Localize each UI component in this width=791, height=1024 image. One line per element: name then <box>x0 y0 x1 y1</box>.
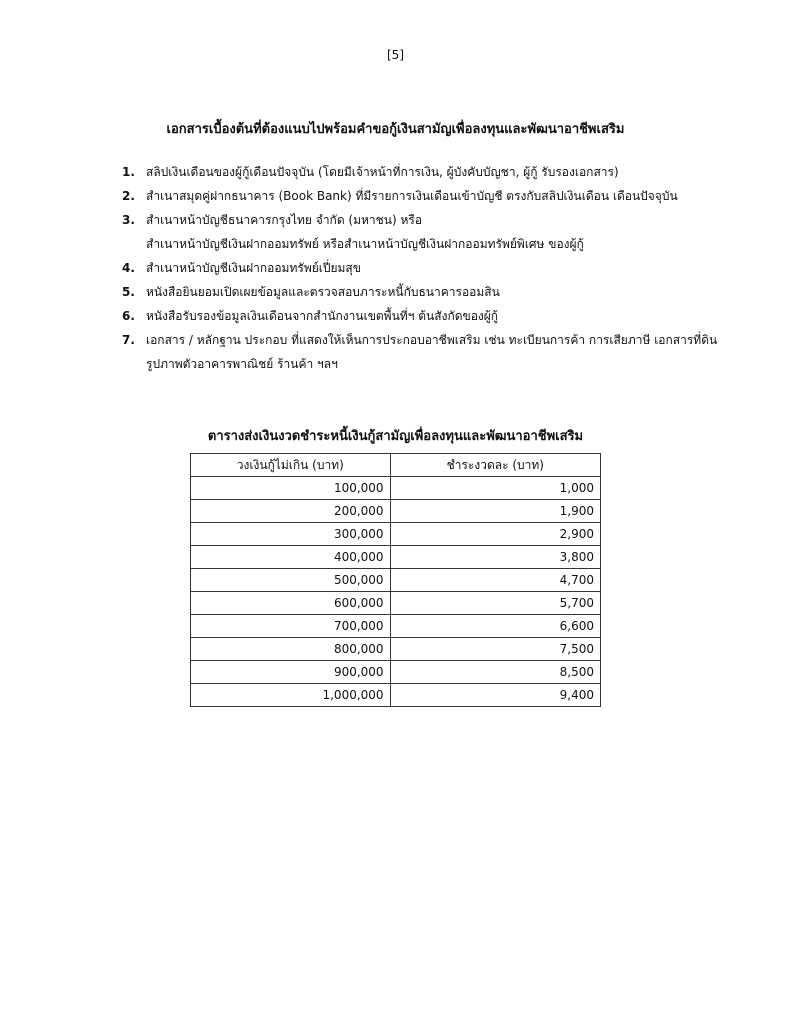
document-number: 7. <box>122 333 135 347</box>
installment-cell: 1,000 <box>390 477 600 500</box>
table-row <box>191 546 601 569</box>
document-line: หนังสือยินยอมเปิดเผยข้อมูลและตรวจสอบภาระหนี้กับธนาคารออมสิน <box>146 285 500 299</box>
document-line: สำเนาสมุดคู่ฝากธนาคาร (Book Bank) ที่มีรายการเงินเดือนเข้าบัญชี ตรงกับสลิปเงินเดือน เดือนปัจจุบัน <box>146 189 678 203</box>
page-number: [5] <box>387 48 404 62</box>
document-item <box>122 280 762 304</box>
document-number: 1. <box>122 165 135 179</box>
table-row <box>191 477 601 500</box>
table-title: ตารางส่งเงินงวดชำระหนี้เงินกู้สามัญเพื่อลงทุนและพัฒนาอาชีพเสริม <box>207 429 584 444</box>
header-installment: ชำระงวดละ (บาท) <box>390 454 600 477</box>
loan-limit-cell: 200,000 <box>191 500 391 523</box>
document-item <box>122 328 762 376</box>
document-text <box>146 160 762 184</box>
installment-cell: 8,500 <box>390 661 600 684</box>
document-number: 5. <box>122 285 135 299</box>
table-row <box>191 684 601 707</box>
table-row <box>191 569 601 592</box>
loan-limit-cell: 900,000 <box>191 661 391 684</box>
document-number: 6. <box>122 309 135 323</box>
document-line: สำเนาหน้าบัญชีเงินฝากออมทรัพย์ หรือสำเนาหน้าบัญชีเงินฝากออมทรัพย์พิเศษ ของผู้กู้ <box>146 237 584 251</box>
installment-cell: 2,900 <box>390 523 600 546</box>
document-line: หนังสือรับรองข้อมูลเงินเดือนจากสำนักงานเขตพื้นที่ฯ ต้นสังกัดของผู้กู้ <box>146 309 499 323</box>
document-text <box>146 280 762 304</box>
loan-limit-cell: 400,000 <box>191 546 391 569</box>
loan-limit-cell: 300,000 <box>191 523 391 546</box>
document-text <box>146 184 762 208</box>
document-line: สำเนาหน้าบัญชีเงินฝากออมทรัพย์เปี่ยมสุข <box>146 261 361 275</box>
loan-limit-cell: 600,000 <box>191 592 391 615</box>
table-row <box>191 523 601 546</box>
documents-list <box>122 160 762 376</box>
repayment-table <box>190 453 601 707</box>
document-line: สลิปเงินเดือนของผู้กู้เดือนปัจจุบัน (โดยมีเจ้าหน้าที่การเงิน, ผู้บังคับบัญชา, ผู้กู้ รับรองเอกสาร) <box>146 165 619 179</box>
installment-cell: 1,900 <box>390 500 600 523</box>
table-header-row <box>191 454 601 477</box>
document-text <box>146 256 762 280</box>
installment-cell: 9,400 <box>390 684 600 707</box>
document-line: รูปภาพตัวอาคารพาณิชย์ ร้านค้า ฯลฯ <box>146 357 338 371</box>
document-line: เอกสาร / หลักฐาน ประกอบ ที่แสดงให้เห็นการประกอบอาชีพเสริม เช่น ทะเบียนการค้า การเสียภาษี เอกสารที่ดิน <box>146 333 718 347</box>
loan-limit-cell: 1,000,000 <box>191 684 391 707</box>
loan-limit-cell: 700,000 <box>191 615 391 638</box>
header-loan-limit: วงเงินกู้ไม่เกิน (บาท) <box>191 454 391 477</box>
installment-cell: 3,800 <box>390 546 600 569</box>
table-row <box>191 638 601 661</box>
document-text <box>146 304 762 328</box>
document-number: 2. <box>122 189 135 203</box>
document-item <box>122 208 762 256</box>
table-row <box>191 661 601 684</box>
loan-limit-cell: 100,000 <box>191 477 391 500</box>
table-row <box>191 615 601 638</box>
loan-limit-cell: 800,000 <box>191 638 391 661</box>
document-item <box>122 304 762 328</box>
table-row <box>191 592 601 615</box>
loan-limit-cell: 500,000 <box>191 569 391 592</box>
document-text <box>146 328 762 376</box>
installment-cell: 7,500 <box>390 638 600 661</box>
document-text <box>146 208 762 256</box>
document-number: 3. <box>122 213 135 227</box>
document-item <box>122 184 762 208</box>
documents-title: เอกสารเบื้องต้นที่ต้องแนบไปพร้อมคำขอกู้เงินสามัญเพื่อลงทุนและพัฒนาอาชีพเสริม <box>166 122 625 137</box>
document-item <box>122 256 762 280</box>
installment-cell: 4,700 <box>390 569 600 592</box>
document-item <box>122 160 762 184</box>
installment-cell: 5,700 <box>390 592 600 615</box>
installment-cell: 6,600 <box>390 615 600 638</box>
document-number: 4. <box>122 261 135 275</box>
document-line: สำเนาหน้าบัญชีธนาคารกรุงไทย จำกัด (มหาชน) หรือ <box>146 213 423 227</box>
table-row <box>191 500 601 523</box>
